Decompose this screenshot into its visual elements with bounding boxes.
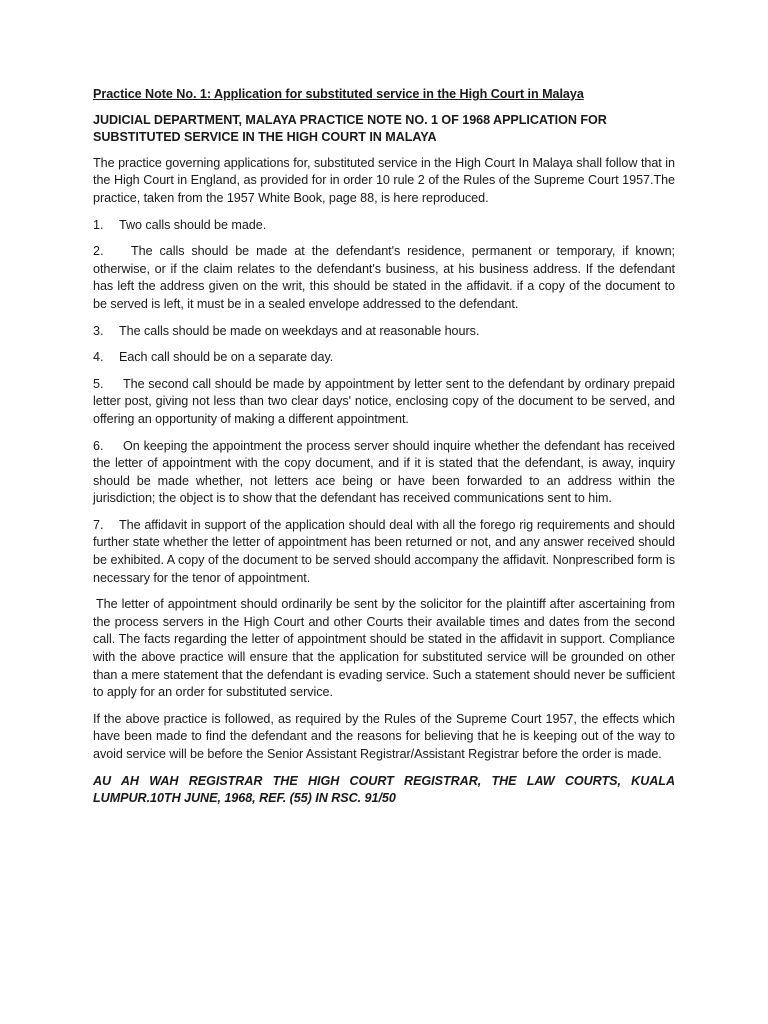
- practice-followed-paragraph: If the above practice is followed, as required by the Rules of the Supreme Court 1957, the effects which have been made to find the defendant and the reasons for believing that he is keeping out of the way to avoid service will be before the Senior Assistant Registrar/Assistant Registrar before the order is made.: [93, 711, 675, 761]
- registrar-signoff: AU AH WAH REGISTRAR THE HIGH COURT REGISTRAR, THE LAW COURTS, KUALA LUMPUR.10TH JUNE, 1968, REF. (55) IN RSC. 91/50: [93, 773, 675, 806]
- document-subheading: JUDICIAL DEPARTMENT, MALAYA PRACTICE NOTE NO. 1 OF 1968 APPLICATION FOR SUBSTITUTED SERVICE IN THE HIGH COURT IN MALAYA: [93, 112, 607, 145]
- list-item-3: [93, 323, 675, 341]
- list-item-text: The calls should be made on weekdays and at reasonable hours.: [119, 323, 480, 338]
- list-item-text: The calls should be made at the defendant's residence, permanent or temporary, if known; otherwise, or if the claim relates to the defendant's business, at his business address. If the defendant has left the address given on the writ, this should be stated in the affidavit. if a copy of the document to be served is left, it must be in a sealed envelope addressed to the defendant.: [93, 244, 675, 311]
- list-item-text: The affidavit in support of the application should deal with all the forego rig requirements and should further state whether the letter of appointment has been returned or not, and any answer received should be exhibited. A copy of the document to be served should accompany the affidavit. Nonprescribed form is necessary for the tenor of appointment.: [93, 517, 675, 585]
- list-item-1: [93, 217, 675, 235]
- list-item-number: 5.: [93, 376, 104, 391]
- list-item-number: 2.: [93, 244, 104, 259]
- list-item-number: 7.: [93, 517, 104, 532]
- list-item-5: [93, 376, 675, 429]
- list-item-number: 6.: [93, 438, 104, 453]
- letter-of-appointment-paragraph: The letter of appointment should ordinarily be sent by the solicitor for the plaintiff after ascertaining from the process servers in the High Court and other Courts their available times and dates from the second call. The facts regarding the letter of appointment should be stated in the affidavit in support. Compliance with the above practice will ensure that the application for substituted service will be grounded on other than a mere statement that the defendant is evading service. Such a statement should never be sufficient to apply for an order for substituted service.: [93, 597, 675, 700]
- list-item-text: The second call should be made by appointment by letter sent to the defendant by ordinary prepaid letter post, giving not less than two clear days' notice, enclosing copy of the document to be served, and offering an opportunity of making a different appointment.: [93, 376, 675, 426]
- list-item-7: [93, 517, 675, 587]
- list-item-number: 3.: [93, 323, 104, 338]
- list-item-2: [93, 243, 675, 313]
- list-item-6: [93, 438, 675, 508]
- list-item-text: Two calls should be made.: [119, 217, 267, 232]
- list-item-text: On keeping the appointment the process server should inquire whether the defendant has received the letter of appointment with the copy document, and if it is stated that the defendant, is away, inquiry should be made whether, not letters ace being or have been forwarded to an address within the jurisdiction; the object is to show that the defendant has received communications sent to him.: [93, 438, 675, 506]
- document-heading: Practice Note No. 1: Application for substituted service in the High Court in Malaya: [93, 87, 584, 101]
- list-item-number: 1.: [93, 217, 104, 232]
- list-item-text: Each call should be on a separate day.: [119, 350, 334, 365]
- document-page: [93, 86, 675, 817]
- intro-paragraph: The practice governing applications for, substituted service in the High Court In Malaya shall follow that in the High Court in England, as provided for in order 10 rule 2 of the Rules of the Supreme Court 1957.The practice, taken from the 1957 White Book, page 88, is here reproduced.: [93, 155, 675, 205]
- list-item-number: 4.: [93, 350, 104, 365]
- list-item-4: [93, 349, 675, 367]
